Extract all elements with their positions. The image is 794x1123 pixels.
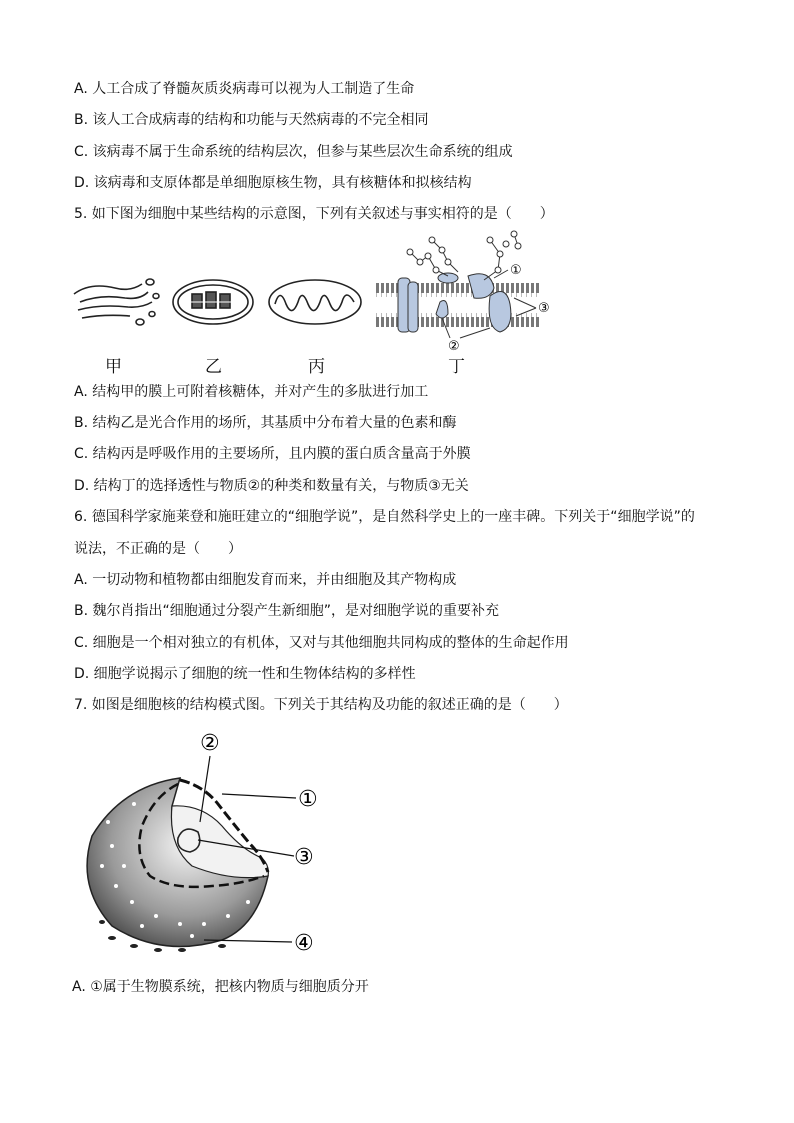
q4-option-d: D. 该病毒和支原体都是单细胞原核生物，具有核糖体和拟核结构 xyxy=(74,175,472,191)
label-yi: 乙 xyxy=(205,357,222,377)
q5-figure xyxy=(70,232,570,354)
marker-2: ② xyxy=(448,339,460,354)
q5-option-d: D. 结构丁的选择透性与物质②的种类和数量有关，与物质③无关 xyxy=(74,478,469,494)
q4-option-a: A. 人工合成了脊髓灰质炎病毒可以视为人工制造了生命 xyxy=(74,81,415,97)
q4-option-c: C. 该病毒不属于生命系统的结构层次，但参与某些层次生命系统的组成 xyxy=(74,144,513,160)
label-jia: 甲 xyxy=(105,357,122,377)
q7-nucleus-figure xyxy=(72,726,332,966)
marker-3: ③ xyxy=(538,301,550,316)
nucleus-body xyxy=(87,778,268,952)
nucleus-marker-2: ② xyxy=(200,731,220,756)
label-bing: 丙 xyxy=(308,357,325,377)
nucleus-marker-4: ④ xyxy=(294,931,314,956)
cell-membrane-diagram xyxy=(376,231,540,338)
marker-1: ① xyxy=(510,263,522,278)
q7-stem: 7. 如图是细胞核的结构模式图。下列关于其结构及功能的叙述正确的是（ ） xyxy=(74,697,568,713)
q5-option-b: B. 结构乙是光合作用的场所，其基质中分布着大量的色素和酶 xyxy=(74,415,457,431)
q5-stem: 5. 如下图为细胞中某些结构的示意图，下列有关叙述与事实相符的是（ ） xyxy=(74,206,554,222)
q6-stem-line2: 说法，不正确的是（ ） xyxy=(74,541,242,557)
label-ding: 丁 xyxy=(448,357,465,377)
mitochondrion-diagram xyxy=(269,280,361,324)
q5-option-a: A. 结构甲的膜上可附着核糖体，并对产生的多肽进行加工 xyxy=(74,384,429,400)
golgi-diagram xyxy=(74,279,159,325)
q6-option-d: D. 细胞学说揭示了细胞的统一性和生物体结构的多样性 xyxy=(74,666,416,682)
chloroplast-diagram xyxy=(173,280,253,324)
nucleus-marker-1: ① xyxy=(298,787,318,812)
q7-option-a: A. ①属于生物膜系统，把核内物质与细胞质分开 xyxy=(72,979,369,995)
q6-option-a: A. 一切动物和植物都由细胞发育而来，并由细胞及其产物构成 xyxy=(74,572,457,588)
nucleus-marker-3: ③ xyxy=(294,845,314,870)
q6-stem-line1: 6. 德国科学家施莱登和施旺建立的“细胞学说”，是自然科学史上的一座丰碑。下列关于“细胞学说”的 xyxy=(74,509,695,525)
q5-option-c: C. 结构丙是呼吸作用的主要场所，且内膜的蛋白质含量高于外膜 xyxy=(74,446,471,462)
q6-option-b: B. 魏尔肖指出“细胞通过分裂产生新细胞”，是对细胞学说的重要补充 xyxy=(74,603,500,619)
q6-option-c: C. 细胞是一个相对独立的有机体，又对与其他细胞共同构成的整体的生命起作用 xyxy=(74,635,569,651)
q4-option-b: B. 该人工合成病毒的结构和功能与天然病毒的不完全相同 xyxy=(74,112,429,128)
